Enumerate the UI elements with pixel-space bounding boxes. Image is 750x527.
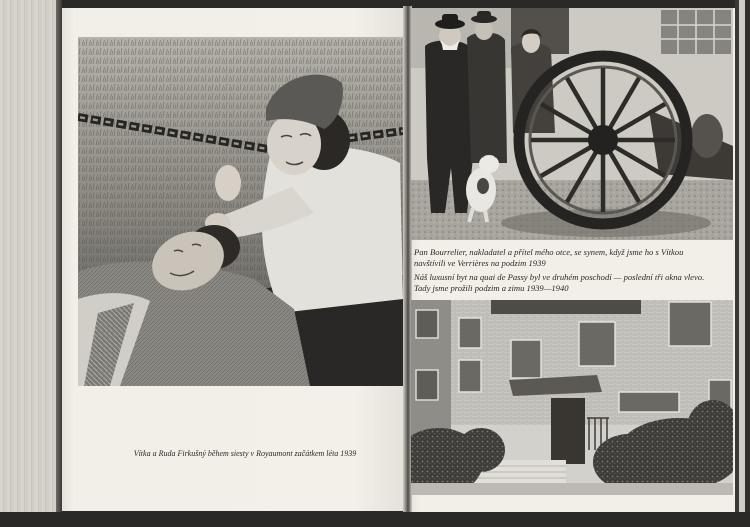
entrance-door	[551, 398, 585, 464]
window	[459, 318, 481, 348]
dog-spot	[477, 178, 489, 194]
dog-head	[479, 155, 499, 173]
man-right-coat	[467, 32, 507, 163]
window	[416, 310, 438, 338]
wagon-wheel	[519, 56, 687, 224]
window	[619, 392, 679, 412]
man-left-hat	[442, 14, 458, 24]
balcony	[491, 300, 641, 314]
right-top-photo	[411, 8, 733, 240]
page-stack-edge	[0, 0, 56, 527]
window	[579, 322, 615, 366]
top-photo-caption: Pan Bourrelier, nakladatel a přítel mého otce, se synem, když jsme ho s Vítkou navštívili ve Verrières na podzim 1939	[414, 247, 684, 268]
right-captions	[414, 247, 714, 297]
wheel-hub	[588, 125, 618, 155]
left-photo-caption: Vítka a Ruda Firkušný během siesty v Royaumont začátkem léta 1939	[133, 449, 357, 458]
man-right-hat	[477, 11, 491, 19]
bottom-edge	[0, 512, 750, 527]
right-bottom-photo	[411, 300, 733, 495]
bush-left-small	[457, 428, 505, 472]
right-page-edge	[735, 0, 750, 527]
window	[669, 302, 711, 346]
window	[416, 370, 438, 400]
siesta-photo	[78, 37, 403, 386]
verrieres-photo	[411, 8, 733, 240]
woman-hand	[215, 165, 241, 201]
window	[511, 340, 541, 378]
window	[661, 10, 731, 54]
bottom-photo-caption: Náš luxusní byt na quai de Passy byl ve druhém poschodí — poslední tři okna vlevo. Tady jsme prožili podzim a zimu 1939—1940	[414, 272, 705, 293]
left-photo	[78, 37, 403, 386]
pavement	[411, 483, 733, 495]
passy-building-photo	[411, 300, 733, 495]
window	[459, 360, 481, 392]
